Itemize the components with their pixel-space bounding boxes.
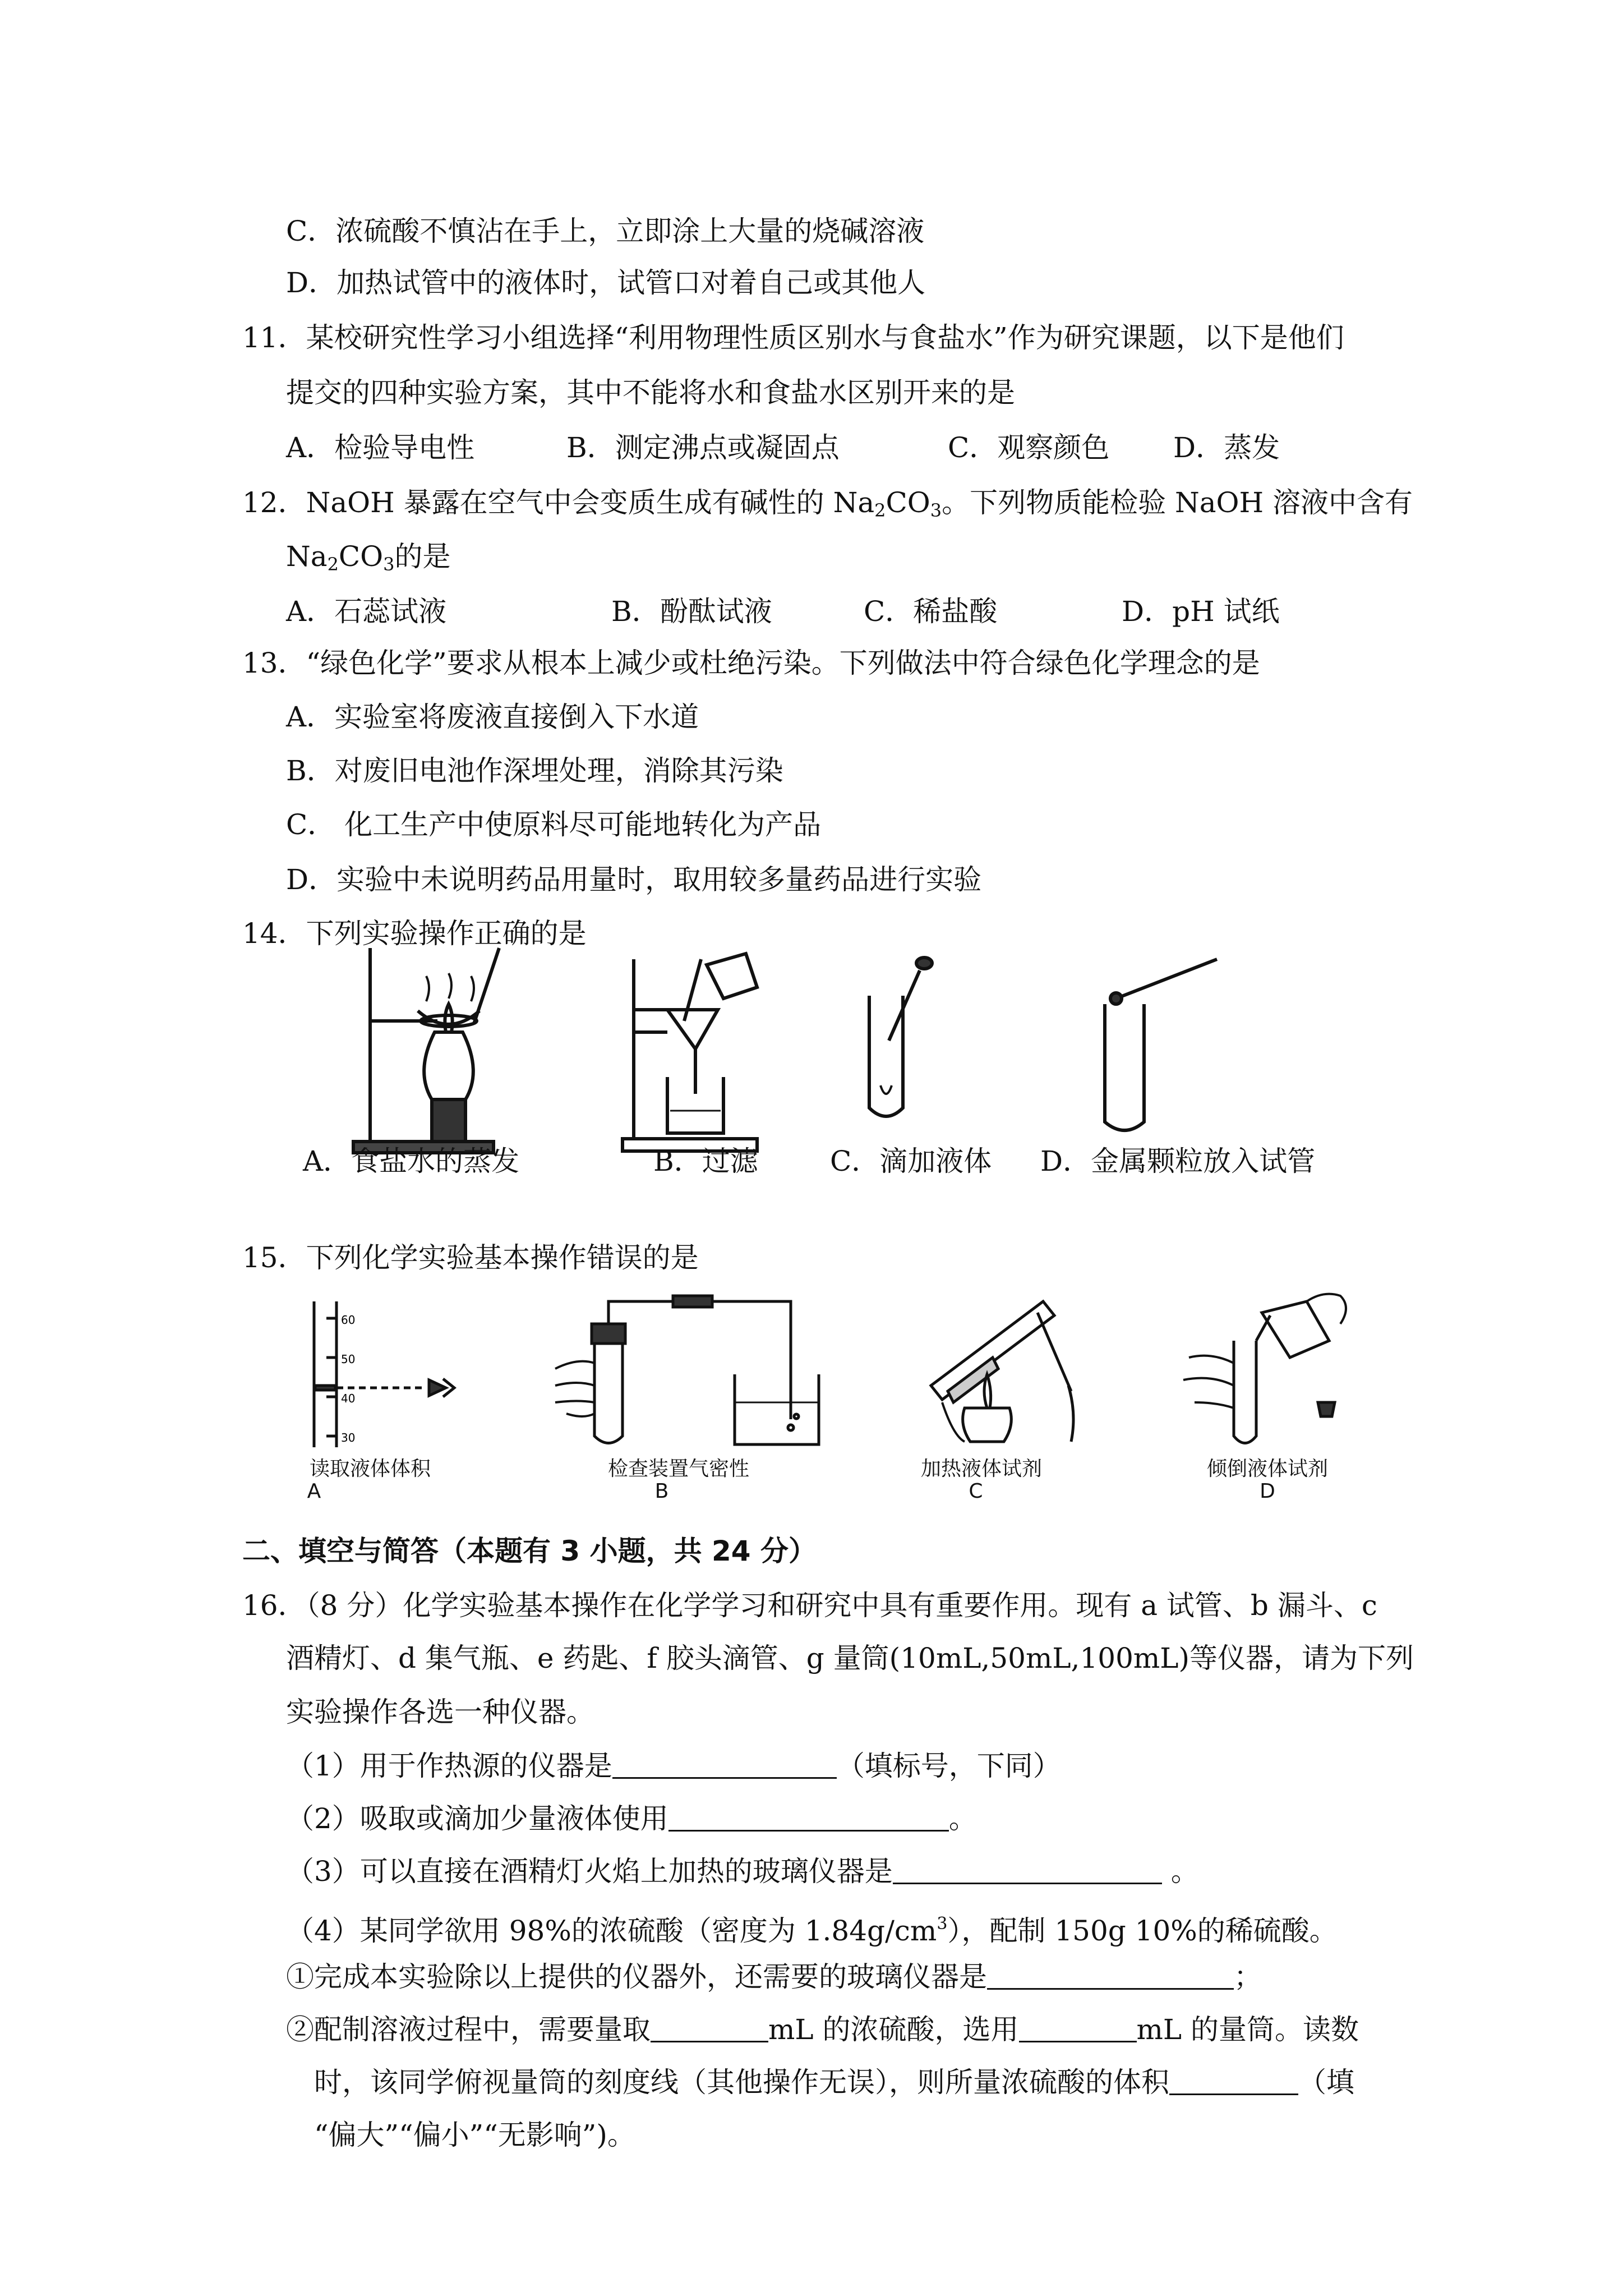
q12-stem-line1: 12．NaOH 暴露在空气中会变质生成有碱性的 $Na_2CO_3$。下列物质能检验 NaOH 溶液中含有	[242, 486, 1413, 521]
answer-blank-1[interactable]	[612, 1751, 837, 1779]
q15-fig-d-letter: D	[1260, 1480, 1275, 1503]
q11-option-a: A．检验导电性	[286, 431, 475, 464]
q15-fig-c-letter: C	[969, 1480, 983, 1503]
q11-option-d: D．蒸发	[1173, 431, 1280, 464]
q15-fig-a-letter: A	[307, 1480, 321, 1503]
filtration-figure	[611, 954, 780, 1156]
q15-fig-b-letter: B	[654, 1480, 669, 1503]
q12-option-d: D．pH 试纸	[1122, 595, 1280, 628]
q11-stem-line2: 提交的四种实验方案，其中不能将水和食盐水区别开来的是	[286, 376, 1015, 409]
scale-label-30: 30	[341, 1431, 356, 1444]
answer-blank-2[interactable]	[668, 1804, 949, 1832]
tube-metal-figure	[1094, 954, 1223, 1133]
q13-option-b: B．对废旧电池作深埋处理，消除其污染	[286, 754, 783, 787]
q12-option-a: A．石蕊试液	[286, 595, 447, 628]
q12-stem-line2: $Na_2CO_3$的是	[286, 540, 451, 575]
q16-stem-line3: 实验操作各选一种仪器。	[286, 1696, 594, 1728]
q13-option-d: D．实验中未说明药品用量时，取用较多量药品进行实验	[286, 863, 982, 896]
heating-liquid-figure	[909, 1290, 1088, 1453]
q16-item-4-2-line3: “偏大”“偏小”“无影响”)。	[314, 2119, 635, 2151]
q10-option-d: D．加热试管中的液体时，试管口对着自己或其他人	[286, 266, 926, 299]
q15-fig-d-label: 倾倒液体试剂	[1206, 1457, 1328, 1480]
q13-option-c: C． 化工生产中使原料尽可能地转化为产品	[286, 808, 822, 841]
q16-item-4-1: ①完成本实验除以上提供的仪器外，还需要的玻璃仪器是 ；	[286, 1961, 1262, 1993]
q15-stem: 15．下列化学实验基本操作错误的是	[242, 1241, 699, 1274]
q15-fig-b-label: 检查装置气密性	[607, 1457, 749, 1480]
answer-blank-4-2a[interactable]	[651, 2015, 768, 2042]
airtightness-figure	[555, 1290, 824, 1453]
q11-option-b: B．测定沸点或凝固点	[566, 431, 840, 464]
answer-blank-4-2b[interactable]	[1019, 2015, 1137, 2042]
evaporation-figure	[336, 948, 516, 1161]
q14-caption-b: B．过滤	[653, 1145, 758, 1177]
section-heading: 二、填空与简答（本题有 3 小题，共 24 分）	[242, 1535, 817, 1567]
q11-option-c: C．观察颜色	[948, 431, 1110, 464]
q14-stem: 14．下列实验操作正确的是	[242, 917, 587, 950]
scale-label-50: 50	[341, 1352, 356, 1366]
q11-stem-line1: 11．某校研究性学习小组选择“利用物理性质区别水与食盐水”作为研究课题，以下是他们	[242, 321, 1344, 354]
q14-caption-c: C．滴加液体	[830, 1145, 992, 1177]
q14-caption-d: D．金属颗粒放入试管	[1040, 1145, 1316, 1177]
q15-fig-a-label: 读取液体体积	[309, 1457, 431, 1480]
q16-item-4-2-line2: 时，该同学俯视量筒的刻度线（其他操作无误），则所量浓硫酸的体积 （填	[314, 2066, 1354, 2099]
q12-option-b: B．酚酞试液	[611, 595, 772, 628]
cylinder-reading-figure	[292, 1301, 477, 1447]
answer-blank-4-1[interactable]	[987, 1962, 1234, 1990]
answer-blank-4-2c[interactable]	[1169, 2068, 1298, 2095]
q16-stem-line2: 酒精灯、d 集气瓶、e 药匙、f 胶头滴管、g 量筒(10mL,50mL,100mL)等仪器，请为下列	[286, 1642, 1414, 1674]
q16-item-4-2: ②配制溶液过程中，需要量取 mL 的浓硫酸，选用 mL 的量筒。读数	[286, 2013, 1359, 2046]
q16-item-4: （4）某同学欲用 98%的浓硫酸（密度为 $1.84g/cm^3$），配制 150g 10%的稀硫酸。	[286, 1914, 1338, 1947]
q14-caption-a: A．食盐水的蒸发	[303, 1145, 520, 1177]
q16-item-1: （1）用于作热源的仪器是 （填标号，下同）	[286, 1750, 1061, 1782]
q12-option-c: C．稀盐酸	[864, 595, 998, 628]
dropper-figure	[858, 956, 948, 1125]
q13-option-a: A．实验室将废液直接倒入下水道	[286, 701, 699, 733]
q16-stem-line1: 16．（8 分）化学实验基本操作在化学学习和研究中具有重要作用。现有 a 试管、b 漏斗、c	[242, 1589, 1377, 1622]
scale-label-60: 60	[341, 1313, 356, 1327]
pouring-liquid-figure	[1172, 1290, 1357, 1453]
q15-fig-c-label: 加热液体试剂	[920, 1457, 1042, 1480]
answer-blank-3[interactable]	[893, 1857, 1162, 1884]
q16-item-3: （3）可以直接在酒精灯火焰上加热的玻璃仪器是 。	[286, 1855, 1199, 1888]
q10-option-c: C．浓硫酸不慎沾在手上，立即涂上大量的烧碱溶液	[286, 215, 925, 247]
scale-label-40: 40	[341, 1392, 356, 1405]
q13-stem: 13．“绿色化学”要求从根本上减少或杜绝污染。下列做法中符合绿色化学理念的是	[242, 647, 1260, 679]
q16-item-2: （2）吸取或滴加少量液体使用 。	[286, 1802, 977, 1835]
